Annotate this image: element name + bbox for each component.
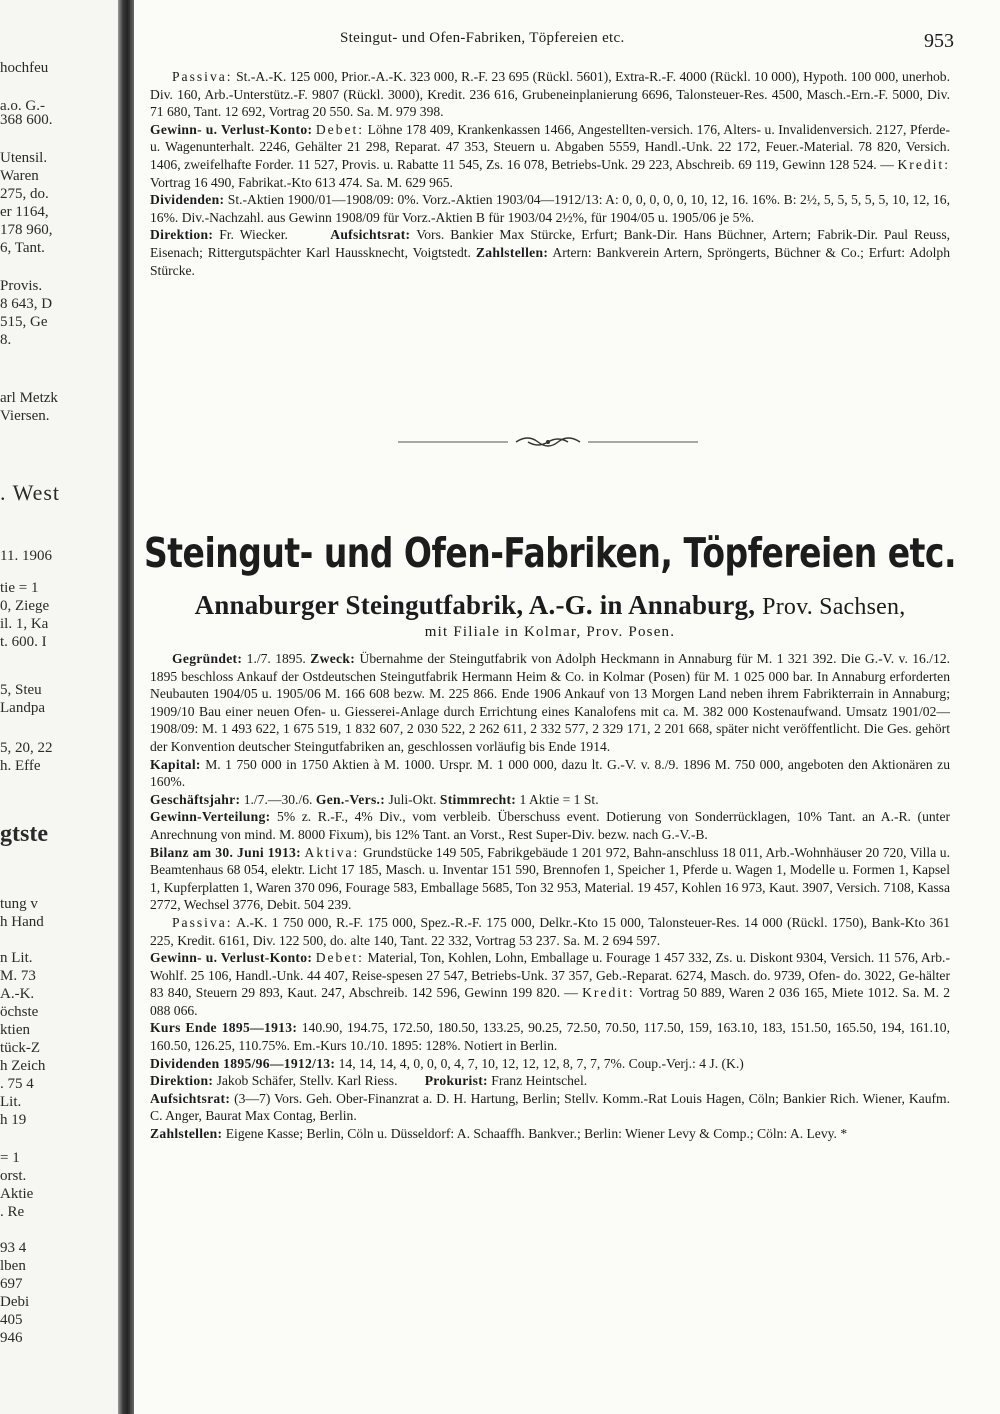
prokurist-text: Franz Heintschel. [491,1073,588,1089]
ornament-divider [398,434,698,450]
company-guv-kredit-text: Vortrag 50 889, Waren 2 036 165, Miete 1012. Sa. M. 2 088 066. [150,985,951,1018]
left-page-text-fragment: h Zeich [0,1058,46,1074]
page [140,0,960,1414]
passiva-label: Passiva: [172,69,233,84]
company-direktion-label: Direktion: [150,1073,214,1089]
guv-kredit-text: Vortrag 16 490, Fabrikat.-Kto 613 474. Sa. M. 629 965. [150,174,453,190]
left-page-text-fragment: lben [0,1258,26,1274]
company-guv-label: Gewinn- u. Verlust-Konto: [150,950,313,966]
company-subtitle: mit Filiale in Kolmar, Prov. Posen. [424,624,676,640]
company-aufsichtsrat-label: Aufsichtsrat: [150,1090,231,1106]
left-page-text-fragment: tung v [0,896,38,912]
left-page-text-fragment: Landpa [0,700,45,716]
left-page-text-fragment: Waren [0,168,39,184]
gewinn-verteilung-text: 5% z. R.-F., 4% Div., vom verbleib. Überschuss event. Dotierung von Sonderrücklagen, 10% Tant. an A.-R. (unter Anrechnung von mind. M. 8000 Fixum), bis 12% Tant. an Vorst., Rest Super-Div. bezw. nach G.-V.-B. [150,809,950,842]
left-page-text-fragment: 368 600. [0,112,53,128]
company-dividenden-text: 14, 14, 14, 4, 0, 0, 0, 4, 7, 10, 12, 12, 12, 8, 7, 7, 7%. Coup.-Verj.: 4 J. (K.) [338,1055,744,1071]
company-name: Annaburger Steingutfabrik, A.-G. in Annaburg, [194,590,756,620]
direktion-label: Direktion: [150,227,214,243]
left-page-text-fragment: öchste [0,1004,39,1020]
left-page-text-fragment: 6, Tant. [0,240,45,256]
company-entry [150,650,950,1143]
left-page-text-fragment: il. 1, Ka [0,616,49,632]
bilanz-passiva-label: Passiva: [172,914,233,930]
passiva-text: St.-A.-K. 125 000, Prior.-A.-K. 323 000, R.-F. 23 695 (Rückl. 5601), Extra-R.-F. 4000 (Rückl. 10 000), Hypoth. 100 000, unerhob. Div. 160, Arb.-Unterstütz.-F. 9807 (Rückl. 3000), Kredit. 236 616, Grubeneinplanierung 6696, Talonsteuer-Res. 4500, Masch.-Ern.-F. 5000, Div. 71 680, Tant. 12 692, Vortrag 20 550. Sa. M. 979 398. [150,69,950,120]
left-page-text-fragment: 946 [0,1330,23,1346]
left-page-text-fragment: 0, Ziege [0,598,50,614]
left-page-text-fragment: 515, Ge [0,314,48,330]
left-page-text-fragment: Debi [0,1294,30,1310]
left-page-text-fragment: gtste [0,821,48,847]
prokurist-label: Prokurist: [424,1073,488,1089]
kurs-label: Kurs Ende 1895—1913: [150,1020,298,1036]
left-page-text-fragment: Provis. [0,278,43,294]
left-page-text-fragment: 93 4 [0,1240,27,1256]
left-page-text-fragment: Viersen. [0,408,50,424]
company-guv-kredit-label: Kredit: [582,985,635,1001]
left-page-text-fragment: 11. 1906 [0,548,52,564]
bilanz-aktiva-label: Aktiva: [304,844,360,860]
company-region: Prov. Sachsen, [762,594,906,620]
zahlstellen-text: Artern: Bankverein Artern, Spröngerts, Büchner & Co.; Erfurt: Adolph Stürcke. [150,244,950,278]
left-page-text-fragment: A.-K. [0,986,35,1002]
left-page-text-fragment: 405 [0,1312,23,1328]
company-aufsichtsrat-text: (3—7) Vors. Geh. Ober-Finanzrat a. D. H. Hartung, Berlin; Stellv. Komm.-Rat Louis Hagen, Cöln; Bankier Rich. Wiener, Kaufm. C. Anger, Baurat Max Contag, Berlin. [150,1090,950,1124]
left-page-text-fragment: hochfeu [0,60,49,76]
left-page-fragment [0,0,118,1414]
company-zahlstellen-text: Eigene Kasse; Berlin, Cöln u. Düsseldorf: A. Schaaffh. Bankver.; Berlin: Wiener Levy & Comp.; Cöln: A. Levy. * [225,1126,848,1142]
guv-label: Gewinn- u. Verlust-Konto: [150,121,313,137]
bilanz-label: Bilanz am 30. Juni 1913: [150,844,301,860]
gen-vers-label: Gen.-Vers.: [315,791,386,807]
left-page-text-fragment: Aktie [0,1186,34,1202]
left-page-text-fragment: er 1164, [0,204,49,220]
left-page-text-fragment: tie = 1 [0,580,39,596]
gegruendet-text: 1./7. 1895. [246,651,306,666]
geschaeftsjahr-text: 1./7.—30./6. [243,791,313,807]
stimmrecht-text: 1 Aktie = 1 St. [519,791,599,807]
left-page-text-fragment: h 19 [0,1112,27,1128]
left-page-text-fragment: h Hand [0,914,44,930]
aufsichtsrat-text: Vors. Bankier Max Stürcke, Erfurt; Bank-Dir. Hans Büchner, Artern; Fabrik-Dir. Paul Reuss, Eisenach; Rittergutspächter Karl Haussknecht, Voigtstedt. [150,227,951,260]
kapital-text: M. 1 750 000 in 1750 Aktien à M. 1000. Urspr. M. 1 000 000, dazu lt. G.-V. v. 8./9. 1896 M. 750 000, angeboten den Aktionären zu 160%. [150,756,950,790]
company-guv-debet-label: Debet: [315,950,364,966]
running-head: Steingut- und Ofen-Fabriken, Töpfereien etc. [340,30,625,46]
dividenden-label: Dividenden: [150,192,225,208]
left-page-text-fragment: n Lit. [0,950,33,966]
left-page-text-fragment: h. Effe [0,758,41,774]
left-page-text-fragment: . West [0,480,61,505]
left-page-text-fragment: Utensil. [0,150,48,166]
left-page-text-fragment: = 1 [0,1150,20,1166]
dividenden-text: St.-Aktien 1900/01—1908/09: 0%. Vorz.-Aktien 1903/04—1912/13: A: 0, 0, 0, 0, 0, 10, 12, 16. 16%. B: 2½, 5, 5, 5, 5, 5, 10, 12, 16, 16%. Div.-Nachzahl. aus Gewinn 1908/09 für Vorz.-Aktien B für 1903/04 2½%, für 1904/05 u. 1905/06 je 5%. [150,192,950,225]
zahlstellen-label: Zahlstellen: [475,244,549,260]
left-page-text-fragment: 5, 20, 22 [0,740,53,756]
left-page-text-fragment: 8. [0,332,12,348]
bilanz-passiva-text: A.-K. 1 750 000, R.-F. 175 000, Spez.-R.-F. 175 000, Delkr.-Kto 15 000, Talonsteuer-Res. 14 000 (Rückl. 1750), Bank-Kto 361 225, Kredit. 6161, Div. 122 500, do. alte 140, Tant. 22 332, Vortrag 53 237. Sa. M. 2 694 597. [150,914,950,948]
stimmrecht-label: Stimmrecht: [439,791,517,807]
left-page-text-fragment: 5, Steu [0,682,42,698]
previous-entry [150,68,950,279]
kapital-label: Kapital: [150,756,201,772]
aufsichtsrat-label: Aufsichtsrat: [330,227,411,243]
book-gutter [118,0,134,1414]
kurs-text: 140.90, 194.75, 172.50, 180.50, 133.25, 90.25, 72.50, 70.50, 117.50, 159, 163.10, 183, 151.50, 165.50, 194, 161.10, 160.50, 126.25, 110.75%. Em.-Kurs 10./10. 1895: 128%. Notiert in Berlin. [150,1020,950,1054]
gen-vers-text: Juli-Okt. [388,791,437,807]
guv-text: Löhne 178 409, Krankenkassen 1466, Angestellten-versich. 176, Alters- u. Invalidenversich. 2127, Pferde- u. Wagenunterhalt. 2246, Gehälter 21 298, Reparat. 47 353, Steuern u. Abgaben 5559, Handl.-Unk. 22 172, Feuer.-Material. 78 820, Versich. 1406, zweifelhafte Forder. 11 527, Provis. u. Rabatte 11 545, Zs. 16 078, Betriebs-Unk. 29 223, Abschreib. 69 119, Gewinn 128 524. — [150,121,950,172]
zweck-text: Übernahme der Steingutfabrik von Adolph Heckmann in Annaburg für M. 1 321 392. Die G.-V. v. 16./12. 1895 beschloss Ankauf der Ostdeutschen Steingutfabrik Hermann Heim & Co. in Kolmar (Posen) für M. 1 025 000 bar. In Annaburg erforderten Neubauten 1904/05 u. 1905/06 M. 166 608 bezw. M. 225 866. Ende 1906 Ankauf von 13 Morgen Land neben ihrem Fabrikterrain in Annaburg; 1909/10 Bau einer neuen Ofen- u. Giesserei-Anlage durch Errichtung eines Kanalofens mit ca. M. 382 000 Kostenaufwand. Umsatz 1901/02—1908/09: M. 1 493 622, 1 675 519, 1 832 607, 2 030 522, 2 262 611, 2 332 577, 2 329 171, 2 201 668, später nicht veröffentlicht. Die Ges. gehört der Konvention deutscher Steingutfabriken an, geschlossen vorläufig bis Ende 1914. [150,651,951,754]
section-title: Steingut- und Ofen-Fabriken, Töpfereien etc. [144,528,956,577]
company-direktion-text: Jakob Schäfer, Stellv. Karl Riess. [216,1073,398,1089]
left-page-text-fragment: . Re [0,1204,25,1220]
company-guv-text: Material, Ton, Kohlen, Lohn, Emballage u. Fourage 1 457 332, Zs. u. Diskont 9304, Versich. 11 576, Arb.-Wohlf. 25 106, Handl.-Unk. 44 407, Reise-spesen 27 547, Betriebs-Unk. 37 357, Geb.-Reparat. 6274, Masch. do. 9739, Ofen- do. 3022, Ge-hälter 83 840, Steuern 29 893, Kaut. 247, Abschreib. 142 596, Gewinn 199 820. — [150,950,950,1001]
left-page-text-fragment: a.o. G.- [0,98,45,114]
company-zahlstellen-label: Zahlstellen: [150,1126,223,1142]
direktion-text: Fr. Wiecker. [219,227,288,243]
left-page-text-fragment: tück-Z [0,1040,40,1056]
left-page-text-fragment: ktien [0,1022,30,1038]
company-dividenden-label: Dividenden 1895/96—1912/13: [150,1055,336,1071]
left-page-text-fragment: 178 960, [0,222,53,238]
left-page-text-fragment: 697 [0,1276,23,1292]
left-page-text-fragment: 8 643, D [0,296,53,312]
zweck-label: Zweck: [310,651,356,666]
left-page-text-fragment: arl Metzk [0,390,58,406]
guv-kredit-label: Kredit: [897,156,950,172]
gegruendet-label: Gegründet: [172,651,243,666]
left-page-text-fragment: 275, do. [0,186,49,202]
company-heading [140,590,960,621]
guv-debet-label: Debet: [315,121,365,137]
left-page-text-fragment: t. 600. I [0,634,47,650]
geschaeftsjahr-label: Geschäftsjahr: [150,791,241,807]
gewinn-verteilung-label: Gewinn-Verteilung: [150,809,271,825]
left-page-text-fragment: M. 73 [0,968,36,984]
bilanz-aktiva-text: Grundstücke 149 505, Fabrikgebäude 1 201 972, Bahn-anschluss 18 011, Arb.-Wohnhäuser 20 720, Villa u. Beamtenhaus 68 054, elektr. Licht 17 185, Masch. u. Inventar 151 590, Brennofen 1, Speicher 1, Pferde u. Wagen 1, Modelle u. Formen 1, Kapsel 1, Kupferplatten 1, Waren 370 096, Fourage 583, Emballage 5685, Ton 32 953, Material. 19 457, Kohlen 16 973, Kaut. 3907, Versich. 7108, Kassa 2772, Wechsel 3776, Debit. 504 239. [150,844,950,913]
left-page-text-fragment: Lit. [0,1094,22,1110]
left-page-text-fragment: . 75 4 [0,1076,34,1092]
left-page-text-fragment: orst. [0,1168,27,1184]
page-number: 953 [924,30,954,52]
